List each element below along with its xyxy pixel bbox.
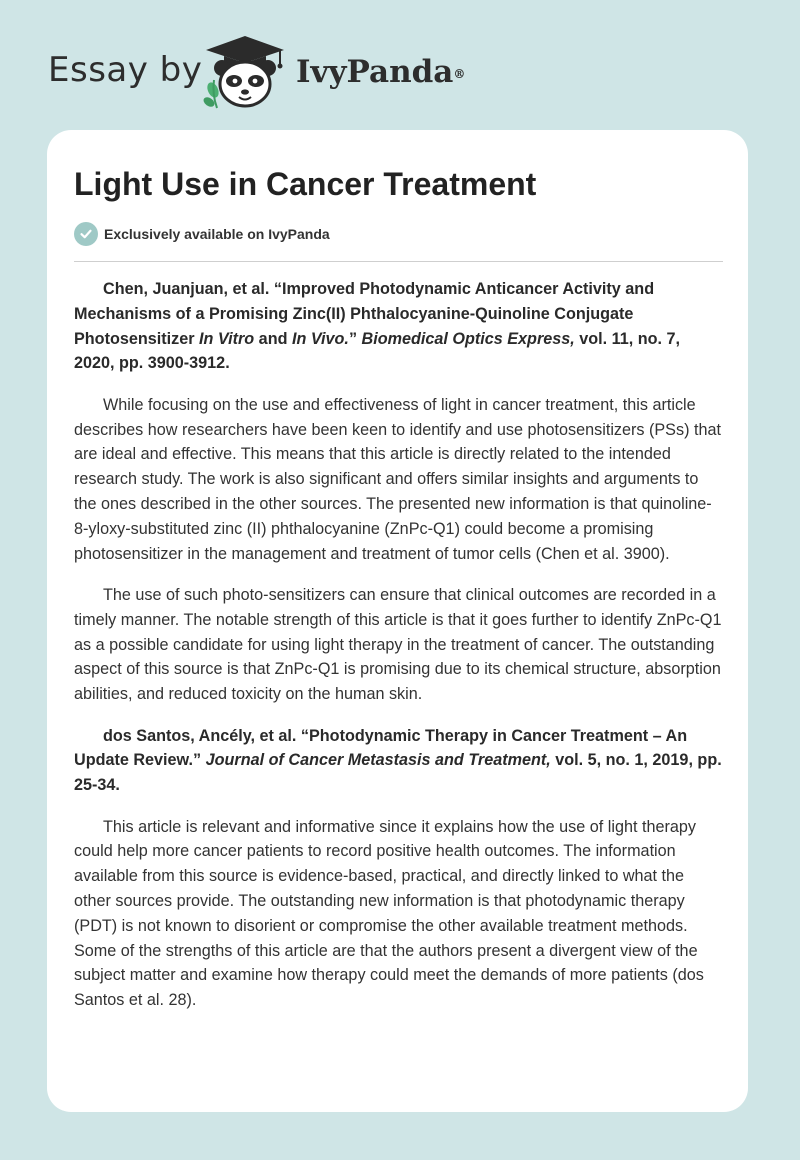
citation-journal: Biomedical Optics Express, xyxy=(361,329,575,348)
registered-mark: ® xyxy=(453,67,466,81)
citation-authors: Chen, Juanjuan, et al. “Improved Photodynamic Anticancer Activity and Mechanisms of a Promising Zinc(II) Phthalocyanine-Quinoline Conjugate Photosensitizer xyxy=(74,280,655,348)
body-paragraph: This article is relevant and informative since it explains how the use of light therapy could help more cancer patients to record positive health outcomes. The information available from this source is evidence-based, practical, and directly linked to what the other sources provide. The outstanding new information is that photodynamic therapy (PDT) is not known to disorient or compromise the other available treatment methods. Some of the strengths of this article are that the authors present a divergent view of the subject matter and examine how therapy could meet the demands of more patients (dos Santos et al. 28). xyxy=(74,817,704,1010)
citation-details: vol. 5, no. 1, 2019, pp. 25-34. xyxy=(74,751,722,795)
citation-details: vol. 11, no. 7, 2020, pp. 3900-3912. xyxy=(74,329,681,373)
check-circle-icon xyxy=(74,222,98,246)
citation-authors: dos Santos, Ancély, et al. “Photodynamic Therapy in Cancer Treatment – An Update Review.” xyxy=(74,726,688,770)
site-header xyxy=(0,0,800,120)
essay-card xyxy=(47,130,748,1112)
body-paragraph: The use of such photo-sensitizers can ensure that clinical outcomes are recorded in a timely manner. The notable strength of this article is that it goes further to identify ZnPc-Q1 as a possible candidate for using light therapy in the treatment of cancer. The outstanding aspect of this source is that ZnPc-Q1 is promising due to its chemical structure, absorption abilities, and reduced toxicity on the human skin. xyxy=(74,585,722,704)
citation-italic: In Vitro xyxy=(199,329,255,348)
citation-text: ” xyxy=(348,329,362,348)
ivypanda-logo-icon[interactable] xyxy=(200,32,290,110)
citation-text: and xyxy=(254,329,292,348)
essay-body xyxy=(74,277,724,1029)
citation-dos-santos xyxy=(74,724,724,798)
exclusive-badge xyxy=(74,221,330,247)
citation-chen xyxy=(74,277,724,376)
essay-by-label: Essay by xyxy=(48,50,203,90)
brand-name[interactable] xyxy=(296,52,465,92)
citation-journal: Journal of Cancer Metastasis and Treatment, xyxy=(205,751,551,770)
body-paragraph: While focusing on the use and effectiveness of light in cancer treatment, this article describes how researchers have been keen to identify and use photosensitizers (PSs) that are ideal and effective. This means that this article is directly related to the intended research study. The work is also significant and offers similar insights and arguments to the ones described in the other sources. The presented new information is that quinoline-8-yloxy-substituted zinc (II) phthalocyanine (ZnPc-Q1) could become a promising photosensitizer in the management and treatment of tumor cells (Chen et al. 3900). xyxy=(74,395,721,563)
exclusive-label: Exclusively available on IvyPanda xyxy=(104,226,330,242)
brand-text: IvyPanda xyxy=(296,54,454,90)
page-title: Light Use in Cancer Treatment xyxy=(74,166,537,202)
citation-italic: In Vivo. xyxy=(291,329,349,348)
divider xyxy=(74,261,723,262)
